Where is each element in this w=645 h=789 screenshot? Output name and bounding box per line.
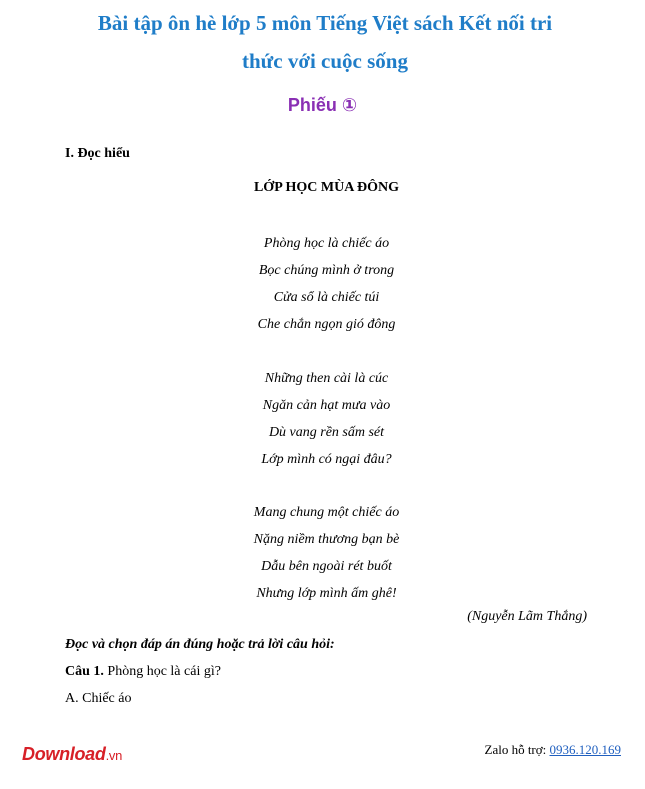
download-logo[interactable] [22,744,122,765]
poem-line: Dẫu bên ngoài rét buốt [261,559,392,574]
poem-line: Mang chung một chiếc áo [253,505,400,520]
poem-line: Che chắn ngọn gió đông [257,317,396,332]
poem-line: Phòng học là chiếc áo [263,236,390,251]
zalo-support [485,742,622,758]
poem-stanza-2 [0,365,645,473]
question-1 [65,664,221,680]
question-1-text: Phòng học là cái gì? [107,664,221,679]
poem-line: Nhưng lớp mình ấm ghê! [256,586,397,601]
poem-line: Nặng niềm thương bạn bè [253,532,400,547]
poem-author: (Nguyễn Lãm Thắng) [467,609,587,624]
support-label: Zalo hỗ trợ: [484,742,547,757]
logo-main-text: Download [22,744,106,764]
doc-title-line2: thức với cuộc sống [242,49,408,73]
support-phone-link[interactable]: 0936.120.169 [549,742,621,757]
poem-line: Bọc chúng mình ở trong [258,263,395,278]
poem-line: Cửa sổ là chiếc túi [273,290,380,305]
poem-title: LỚP HỌC MÙA ĐÔNG [253,180,400,195]
poem-line: Dù vang rền sấm sét [268,425,385,440]
doc-title-line1: Bài tập ôn hè lớp 5 môn Tiếng Việt sách Kết nối tri [97,11,553,35]
logo-suffix: .vn [105,748,123,763]
poem-stanza-1 [0,230,645,338]
poem-line: Lớp mình có ngại đâu? [261,452,392,467]
phieu-label: Phiếu ① [287,95,358,115]
poem-line: Ngăn cản hạt mưa vào [262,398,391,413]
question-1-label: Câu 1. [65,664,104,679]
poem-line: Những then cài là cúc [264,371,389,386]
section-heading: I. Đọc hiểu [65,146,130,161]
poem-stanza-3 [0,499,645,607]
question-instruction: Đọc và chọn đáp án đúng hoặc trả lời câu hỏi: [65,637,335,652]
question-1-option-a: A. Chiếc áo [65,691,132,706]
